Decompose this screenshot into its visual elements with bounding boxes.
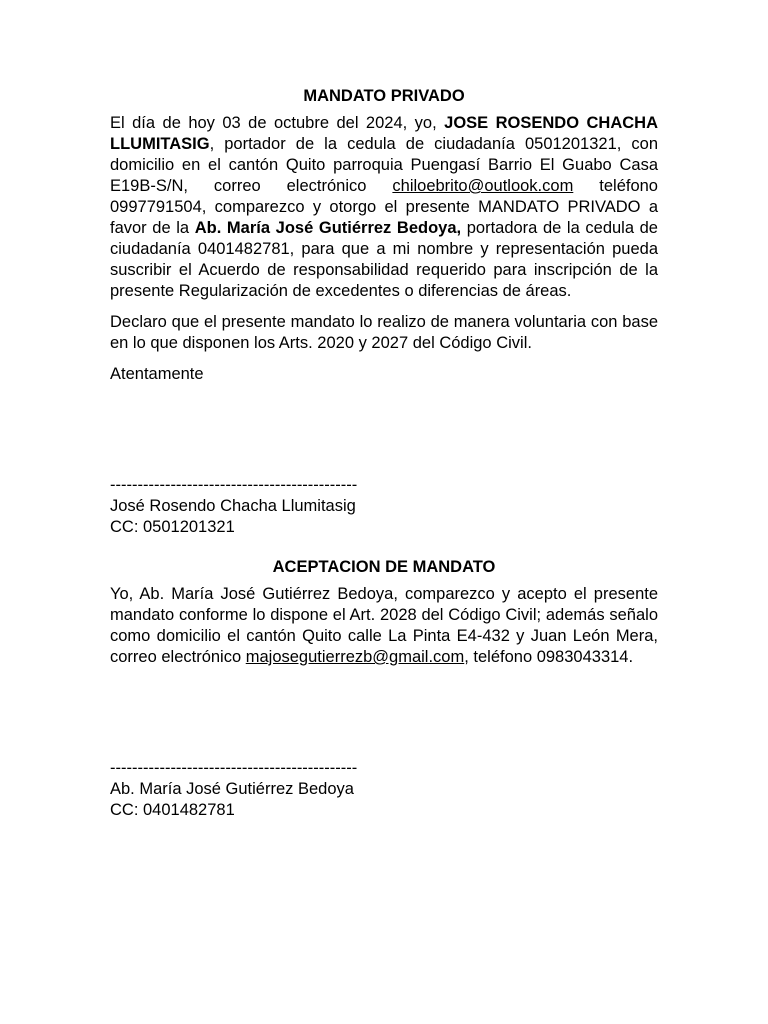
aceptacion-text-a: Yo, Ab. María José Gutiérrez Bedoya, comparezco y acepto el presente mandato conforme lo dispone el Art. 2028 del Código Civil; además señalo como domicilio el cantón Quito calle La Pinta E4-432 y Juan León Mera, correo electrónico: [110, 585, 658, 666]
signature-name: Ab. María José Gutiérrez Bedoya: [110, 780, 354, 798]
mandataria-name: Ab. María José Gutiérrez Bedoya,: [194, 219, 462, 237]
mandante-signature-block: [110, 475, 658, 538]
mandato-title: MANDATO PRIVADO: [303, 87, 465, 105]
mandante-email-link[interactable]: chiloebrito@outlook.com: [392, 177, 574, 195]
signature-line: ---------------------------------------------: [110, 476, 358, 494]
signature-name: José Rosendo Chacha Llumitasig: [110, 497, 356, 515]
closing-text: Atentamente: [110, 365, 204, 383]
mandante-name: JOSE ROSENDO CHACHA LLUMITASIG: [110, 114, 658, 153]
mandato-p1-text-c: teléfono 0997791504, comparezco y otorgo el presente MANDATO PRIVADO a favor de la: [110, 177, 658, 237]
signature-line: ---------------------------------------------: [110, 759, 358, 777]
mandato-paragraph-1: [110, 113, 658, 302]
mandato-paragraph-2: Declaro que el presente mandato lo realizo de manera voluntaria con base en lo que disponen los Arts. 2020 y 2027 del Código Civil.: [110, 313, 658, 352]
mandato-p1-text-a: El día de hoy 03 de octubre del 2024, yo,: [110, 114, 445, 132]
signature-id: CC: 0401482781: [110, 801, 235, 819]
aceptacion-title: ACEPTACION DE MANDATO: [272, 558, 496, 576]
aceptacion-paragraph: [110, 584, 658, 668]
signature-id: CC: 0501201321: [110, 518, 235, 536]
mandato-p1-text-d: portadora de la cedula de ciudadanía 0401482781, para que a mi nombre y representación pueda suscribir el Acuerdo de responsabilidad requerido para inscripción de la presente Regularización de excedentes o diferencias de áreas.: [110, 219, 658, 300]
aceptacion-text-b: , teléfono 0983043314.: [464, 648, 634, 666]
mandataria-email-link[interactable]: majosegutierrezb@gmail.com: [245, 648, 465, 666]
mandato-p1-text-b: , portador de la cedula de ciudadanía 0501201321, con domicilio en el cantón Quito parroquia Puengasí Barrio El Guabo Casa E19B-S/N, correo electrónico: [110, 135, 658, 195]
mandataria-signature-block: [110, 758, 658, 821]
